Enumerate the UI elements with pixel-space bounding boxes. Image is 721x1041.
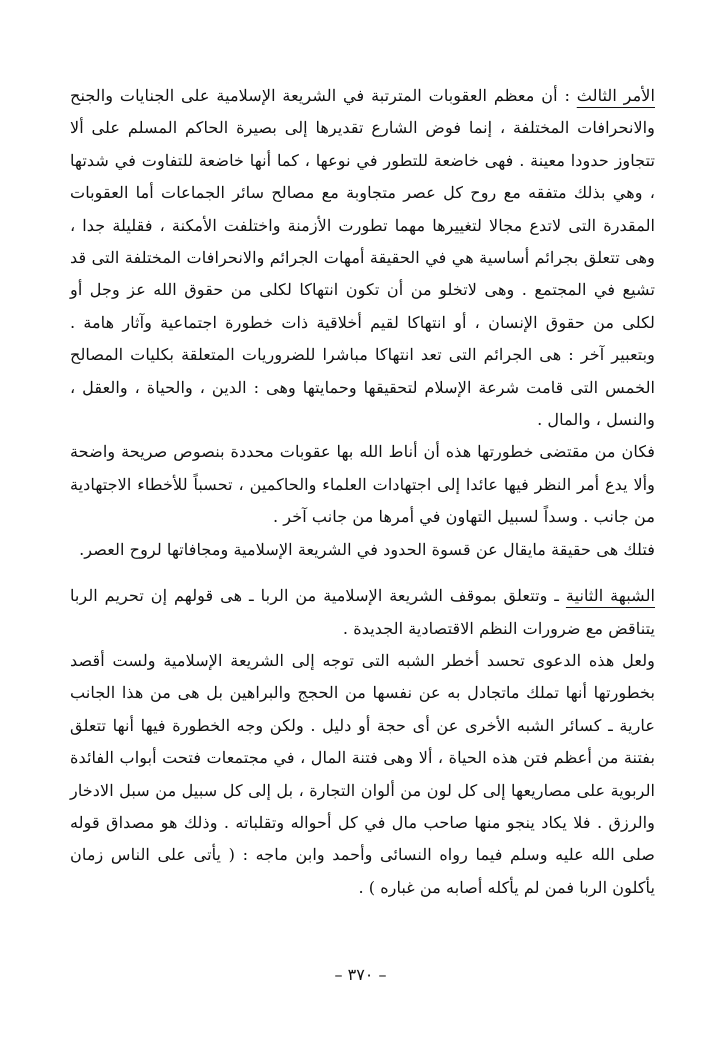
paragraph-text: ـ وتتعلق بموقف الشريعة الإسلامية من الربا ـ هى قولهم إن تحريم الربا يتناقض مع ضرورات النظم الاقتصادية الجديدة . (70, 586, 655, 638)
paragraph-second-doubt (70, 580, 655, 645)
paragraph-text: ولعل هذه الدعوى تحسد أخطر الشبه التى توجه إلى الشريعة الإسلامية ولست أقصد بخطورتها أنها تملك ماتجادل به عن نفسها من الحجج والبراهين بل هى من هذا الجانب عارية ـ كسائر الشبه الأخرى عن أى حجة أو دليل . ولكن وجه الخطورة فيها أنها تتعلق بفتنة من أعظم فتن هذه الحياة ، ألا وهى فتنة المال ، في مجتمعات فتحت أبواب الفائدة الربوية على مصاريعها إلى كل لون من ألوان التجارة ، بل إلى كل سبيل من سبل الادخار والرزق . فلا يكاد ينجو منها صاحب مال في كل أحواله وتقلباته . وذلك هو مصداق قوله صلى الله عليه وسلم فيما رواه النسائى وأحمد وابن ماجه : ( يأتى على الناس زمان يأكلون الربا فمن لم يأكله أصابه من غباره ) . (70, 650, 655, 897)
paragraph-text: : أن معظم العقوبات المترتبة في الشريعة الإسلامية على الجنايات والجنح والانحرافات المختلفة ، إنما فوض الشارع تقديرها إلى بصيرة الحاكم المسلم على ألا تتجاوز حدودا معينة . فهى خاضعة للتطور في نوعها ، كما أنها خاضعة للتفاوت في شدتها ، وهي بذلك متفقه مع روح كل عصر متجاوبة مع مصالح سائر الجماعات أما العقوبات المقدرة التى لاتدع مجالا لتغييرها مهما تطورت الأزمنة واختلفت الأمكنة ، فقليلة جدا ، وهى تتعلق بجرائم أساسية هي في الحقيقة أمهات الجرائم والانحرافات المختلفة التى قد تشيع في المجتمع . وهى لاتخلو من أن تكون انتهاكا لكلى من حقوق الله عز وجل أو لكلى من حقوق الإنسان ، أو انتهاكا لقيم أخلاقية ذات خطورة اجتماعية وآثار هامة . وبتعبير آخر : هى الجرائم التى تعد انتهاكا مباشرا للضروريات المتعلقة بكليات المصالح الخمس التى قامت شرعة الإسلام لتحقيقها وحمايتها وهى : الدين ، والحياة ، والعقل ، والنسل ، والمال . (70, 86, 655, 430)
paragraph-riba (70, 645, 655, 904)
document-page (70, 80, 655, 904)
paragraph-hudud-conclusion (70, 534, 655, 566)
paragraph-text: فكان من مقتضى خطورتها هذه أن أناط الله بها عقوبات محددة بنصوص صريحة واضحة وألا يدع أمر النظر فيها عائدا إلى اجتهادات العلماء والحاكمين ، تحسباً للأخطاء الاجتهادية من جانب . وسداً لسبيل التهاون في أمرها من جانب آخر . (70, 442, 655, 527)
paragraph-text: فتلك هى حقيقة مايقال عن قسوة الحدود في الشريعة الإسلامية ومجافاتها لروح العصر. (79, 539, 655, 559)
page-number: – ٣٧٠ – (334, 965, 387, 984)
heading-third-matter: الأمر الثالث (576, 86, 655, 105)
paragraph-severity (70, 436, 655, 533)
heading-second-doubt: الشبهة الثانية (565, 586, 656, 606)
paragraph-third-matter (70, 80, 655, 436)
